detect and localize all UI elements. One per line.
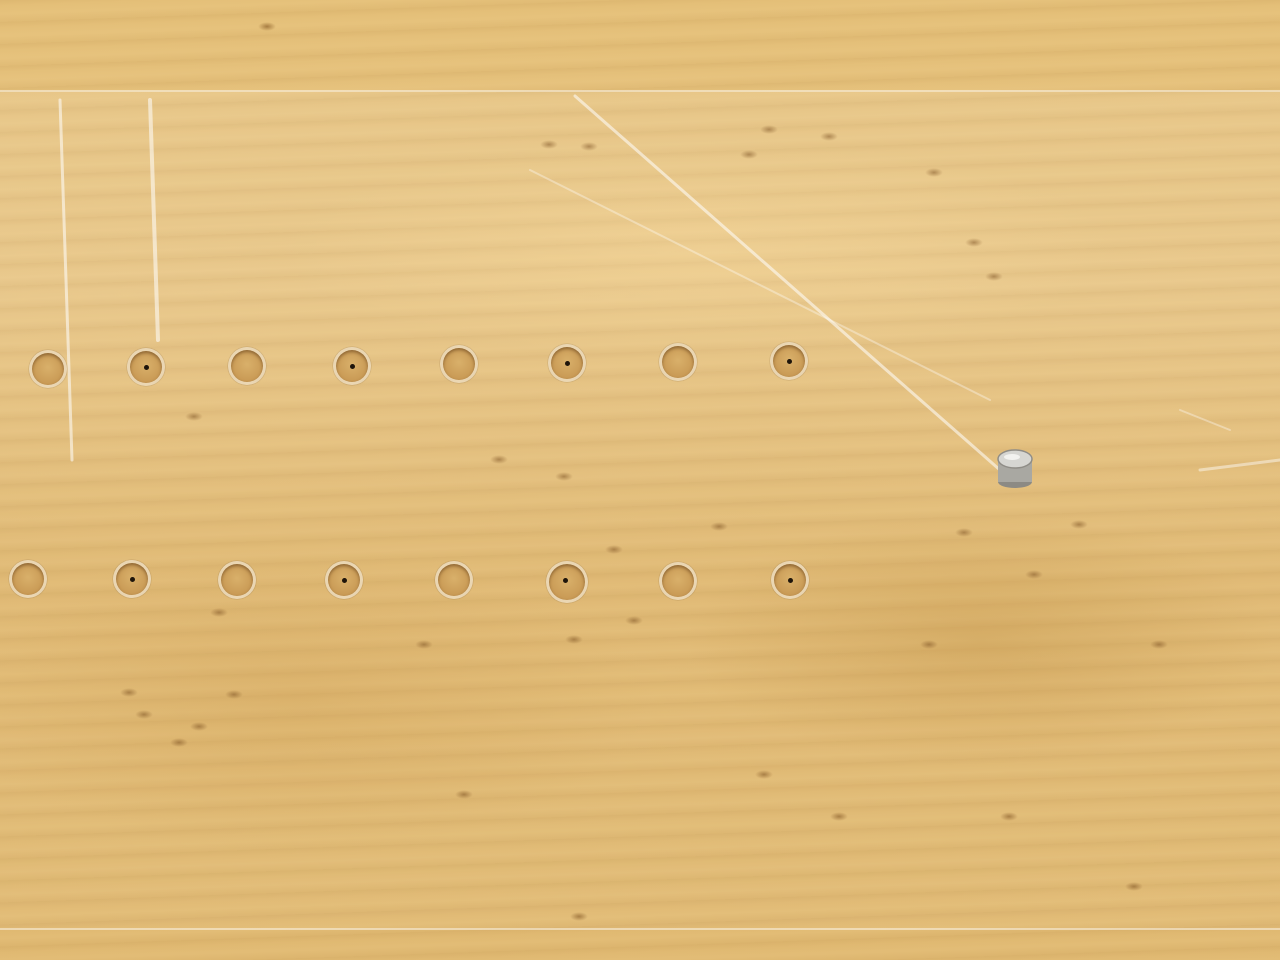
hole <box>9 560 47 598</box>
upper-hole-row <box>0 345 1280 405</box>
hole <box>435 561 473 599</box>
hole <box>228 347 266 385</box>
hole <box>659 343 697 381</box>
hole <box>218 561 256 599</box>
hole-drilled <box>770 342 808 380</box>
hole <box>659 562 697 600</box>
hole-drilled <box>325 561 363 599</box>
hole-drilled <box>548 344 586 382</box>
hole-drilled <box>771 561 809 599</box>
hole-drilled <box>546 561 588 603</box>
hole <box>440 345 478 383</box>
hole-drilled <box>113 560 151 598</box>
acrylic-sheet <box>0 90 1280 930</box>
hole <box>29 350 67 388</box>
magnet-disc <box>995 447 1035 489</box>
hole-drilled <box>333 347 371 385</box>
hole-drilled <box>127 348 165 386</box>
lower-hole-row <box>0 558 1280 618</box>
